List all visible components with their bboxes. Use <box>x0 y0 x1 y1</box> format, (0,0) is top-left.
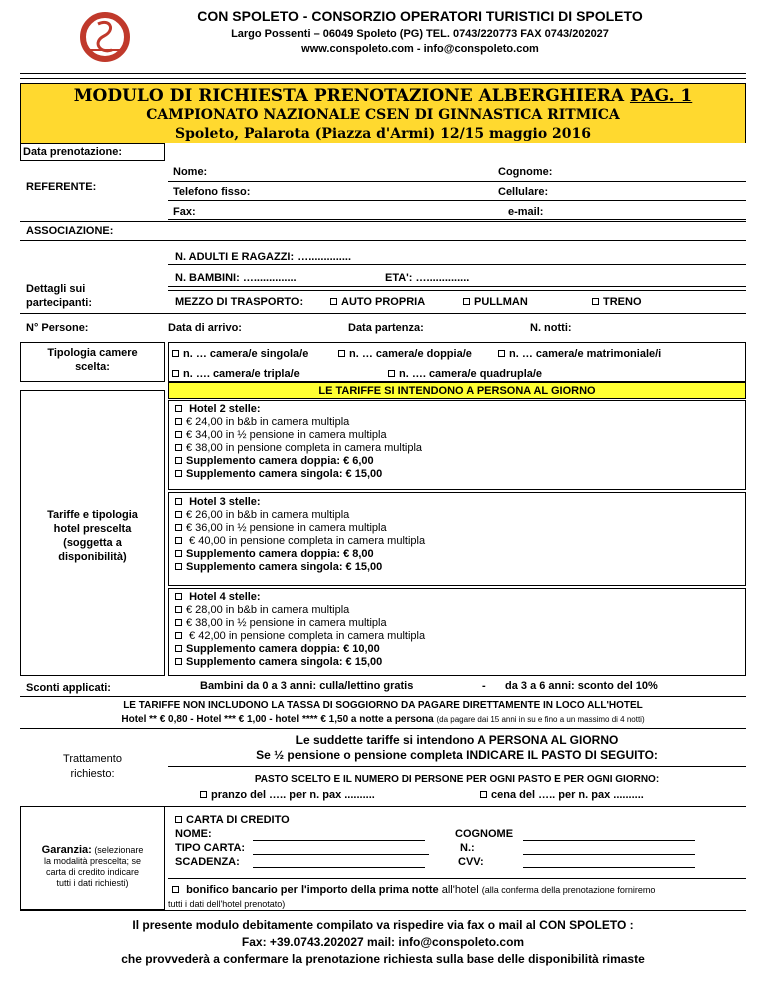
tassa-line2: Hotel ** € 0,80 - Hotel *** € 1,00 - hotel **** € 1,50 a notte a persona (da pagare dai 15 anni in su e fino a un massimo di 4 notti) <box>121 714 645 725</box>
carta-numero-label[interactable]: N.: <box>460 842 475 854</box>
checkbox-icon[interactable] <box>172 370 179 377</box>
partecipanti-label: Dettagli sui partecipanti: <box>26 283 93 309</box>
carta-cvv-label[interactable]: CVV: <box>458 856 484 868</box>
partenza-label[interactable]: Data partenza: <box>348 322 424 334</box>
quadrupla-option[interactable]: n. …. camera/e quadrupla/e <box>388 368 542 380</box>
carta-tipo-label[interactable]: TIPO CARTA: <box>175 842 246 854</box>
logo <box>80 10 130 66</box>
checkbox-icon[interactable] <box>175 619 182 626</box>
pasto-instructions: PASTO SCELTO E IL NUMERO DI PERSONE PER OGNI PASTO E PER OGNI GIORNO: <box>254 774 660 785</box>
checkbox-icon[interactable] <box>172 350 179 357</box>
bonifico-option[interactable]: bonifico bancario per l'importo della prima notte all'hotel (alla conferma della prenotazione forniremo <box>172 884 655 896</box>
event-place: Spoleto, Palarota (Piazza d'Armi) 12/15 maggio 2016 <box>175 126 591 142</box>
hotel-4-item[interactable]: € 42,00 in pensione completa in camera multipla <box>175 630 425 643</box>
auto-option[interactable]: AUTO PROPRIA <box>330 296 425 308</box>
cognome-label[interactable]: Cognome: <box>498 166 553 178</box>
checkbox-icon[interactable] <box>338 350 345 357</box>
referente-label: REFERENTE: <box>26 181 97 193</box>
footer-line2: Fax: +39.0743.202027 mail: info@conspoleto.com <box>241 935 525 949</box>
hotel-3-title[interactable]: Hotel 3 stelle: <box>175 496 425 509</box>
sconti-text1: Bambini da 0 a 3 anni: culla/lettino gratis <box>200 680 414 692</box>
checkbox-icon[interactable] <box>175 537 182 544</box>
carta-option[interactable]: CARTA DI CREDITO <box>175 814 290 826</box>
checkbox-icon[interactable] <box>175 563 182 570</box>
checkbox-icon[interactable] <box>175 658 182 665</box>
hotel-2-sup[interactable]: Supplemento camera singola: € 15,00 <box>175 468 422 481</box>
trattamento-note: Le suddette tariffe si intendono A PERSONA AL GIORNO Se ½ pensione o pensione completa INDICARE IL PASTO DI SEGUITO: <box>256 733 658 762</box>
carta-scadenza-label[interactable]: SCADENZA: <box>175 856 240 868</box>
booking-date-label: Data prenotazione: <box>23 146 123 158</box>
checkbox-icon[interactable] <box>175 470 182 477</box>
hotel-4-sup[interactable]: Supplemento camera singola: € 15,00 <box>175 656 425 669</box>
hotel-3-item[interactable]: € 40,00 in pensione completa in camera multipla <box>175 535 425 548</box>
hotel-2-item[interactable]: € 38,00 in pensione completa in camera multipla <box>175 442 422 455</box>
org-name: CON SPOLETO - CONSORZIO OPERATORI TURISTICI DI SPOLETO <box>197 8 643 24</box>
checkbox-icon[interactable] <box>175 524 182 531</box>
checkbox-icon[interactable] <box>175 444 182 451</box>
nome-label[interactable]: Nome: <box>173 166 208 178</box>
checkbox-icon[interactable] <box>175 405 182 412</box>
checkbox-icon[interactable] <box>175 457 182 464</box>
form-title: MODULO DI RICHIESTA PRENOTAZIONE ALBERGHIERA PAG. 1 <box>73 86 693 106</box>
hotel-3-list <box>175 496 425 574</box>
tassa-line1: LE TARIFFE NON INCLUDONO LA TASSA DI SOGGIORNO DA PAGARE DIRETTAMENTE IN LOCO ALL'HOTEL <box>123 700 643 711</box>
checkbox-icon[interactable] <box>498 350 505 357</box>
treno-option[interactable]: TRENO <box>592 296 642 308</box>
checkbox-icon[interactable] <box>480 791 487 798</box>
hotel-2-title[interactable]: Hotel 2 stelle: <box>175 403 422 416</box>
arrivo-label[interactable]: Data di arrivo: <box>168 322 242 334</box>
carta-cognome-label[interactable]: COGNOME <box>455 828 514 840</box>
trattamento-label: Trattamento richiesto: <box>63 753 122 780</box>
tripla-option[interactable]: n. …. camera/e tripla/e <box>172 368 300 380</box>
checkbox-icon[interactable] <box>175 511 182 518</box>
hotel-4-title[interactable]: Hotel 4 stelle: <box>175 591 425 604</box>
checkbox-icon[interactable] <box>175 431 182 438</box>
bonifico-note: tutti i dati dell'hotel prenotato) <box>168 899 286 909</box>
org-web: www.conspoleto.com - info@conspoleto.com <box>301 43 539 55</box>
telefono-label[interactable]: Telefono fisso: <box>173 186 251 198</box>
checkbox-icon[interactable] <box>175 632 182 639</box>
checkbox-icon[interactable] <box>388 370 395 377</box>
carta-nome-label[interactable]: NOME: <box>175 828 212 840</box>
checkbox-icon[interactable] <box>330 298 337 305</box>
matrimoniale-option[interactable]: n. … camera/e matrimoniale/i <box>498 348 661 360</box>
checkbox-icon[interactable] <box>200 791 207 798</box>
hotel-4-list <box>175 591 425 669</box>
notti-label[interactable]: N. notti: <box>530 322 572 334</box>
checkbox-icon[interactable] <box>175 816 182 823</box>
garanzia-label: Garanzia: (selezionare la modalità prescelta; se carta di credito indicare tutti i dati richiesti) <box>41 844 144 888</box>
hotel-3-sup[interactable]: Supplemento camera singola: € 15,00 <box>175 561 425 574</box>
sconti-text2: da 3 a 6 anni: sconto del 10% <box>505 680 658 692</box>
mezzo-label: MEZZO DI TRASPORTO: <box>175 296 304 308</box>
checkbox-icon[interactable] <box>172 886 179 893</box>
org-address: Largo Possenti – 06049 Spoleto (PG) TEL. 0743/220773 FAX 0743/202027 <box>231 28 609 40</box>
hotel-2-item[interactable]: € 24,00 in b&b in camera multipla <box>175 416 422 429</box>
checkbox-icon[interactable] <box>175 418 182 425</box>
bambini-field[interactable]: N. BAMBINI: ….............. <box>175 272 297 284</box>
hotel-2-item[interactable]: € 34,00 in ½ pensione in camera multipla <box>175 429 422 442</box>
persone-label: N° Persone: <box>26 322 89 334</box>
camere-label: Tipologia camere scelta: <box>47 347 138 373</box>
adulti-field[interactable]: N. ADULTI E RAGAZZI: ….............. <box>175 251 351 263</box>
pullman-option[interactable]: PULLMAN <box>463 296 528 308</box>
footer-line1: Il presente modulo debitamente compilato va rispedire via fax o mail al CON SPOLETO : <box>132 918 634 932</box>
tariffe-banner: LE TARIFFE SI INTENDONO A PERSONA AL GIORNO <box>168 382 746 399</box>
eta-field[interactable]: ETA': ….............. <box>385 272 470 284</box>
hotel-2-sup[interactable]: Supplemento camera doppia: € 6,00 <box>175 455 422 468</box>
checkbox-icon[interactable] <box>175 550 182 557</box>
hotel-3-item[interactable]: € 26,00 in b&b in camera multipla <box>175 509 425 522</box>
hotel-3-sup[interactable]: Supplemento camera doppia: € 8,00 <box>175 548 425 561</box>
associazione-label: ASSOCIAZIONE: <box>26 225 114 237</box>
doppia-option[interactable]: n. … camera/e doppia/e <box>338 348 472 360</box>
checkbox-icon[interactable] <box>175 498 182 505</box>
fax-label[interactable]: Fax: <box>173 206 196 218</box>
checkbox-icon[interactable] <box>175 606 182 613</box>
hotel-4-sup[interactable]: Supplemento camera doppia: € 10,00 <box>175 643 425 656</box>
hotel-4-item[interactable]: € 38,00 in ½ pensione in camera multipla <box>175 617 425 630</box>
checkbox-icon[interactable] <box>592 298 599 305</box>
singola-option[interactable]: n. … camera/e singola/e <box>172 348 308 360</box>
cena-option[interactable]: cena del ….. per n. pax .......... <box>480 789 644 801</box>
pranzo-option[interactable]: pranzo del ….. per n. pax .......... <box>200 789 375 801</box>
checkbox-icon[interactable] <box>175 645 182 652</box>
checkbox-icon[interactable] <box>463 298 470 305</box>
event-name: CAMPIONATO NAZIONALE CSEN DI GINNASTICA RITMICA <box>146 107 620 123</box>
cellulare-label[interactable]: Cellulare: <box>498 186 549 198</box>
tariffe-label: Tariffe e tipologia hotel prescelta (soggetta a disponibilità) <box>47 509 138 563</box>
sconti-dash: - <box>482 680 486 692</box>
hotel-3-item[interactable]: € 36,00 in ½ pensione in camera multipla <box>175 522 425 535</box>
hotel-2-list <box>175 403 422 481</box>
checkbox-icon[interactable] <box>175 593 182 600</box>
footer-line3: che provvederà a confermare la prenotazione richiesta sulla base delle disponibilità rimaste <box>121 952 645 966</box>
email-label[interactable]: e-mail: <box>508 206 544 218</box>
hotel-4-item[interactable]: € 28,00 in b&b in camera multipla <box>175 604 425 617</box>
logo-icon <box>80 10 130 66</box>
sconti-label: Sconti applicati: <box>26 682 111 694</box>
